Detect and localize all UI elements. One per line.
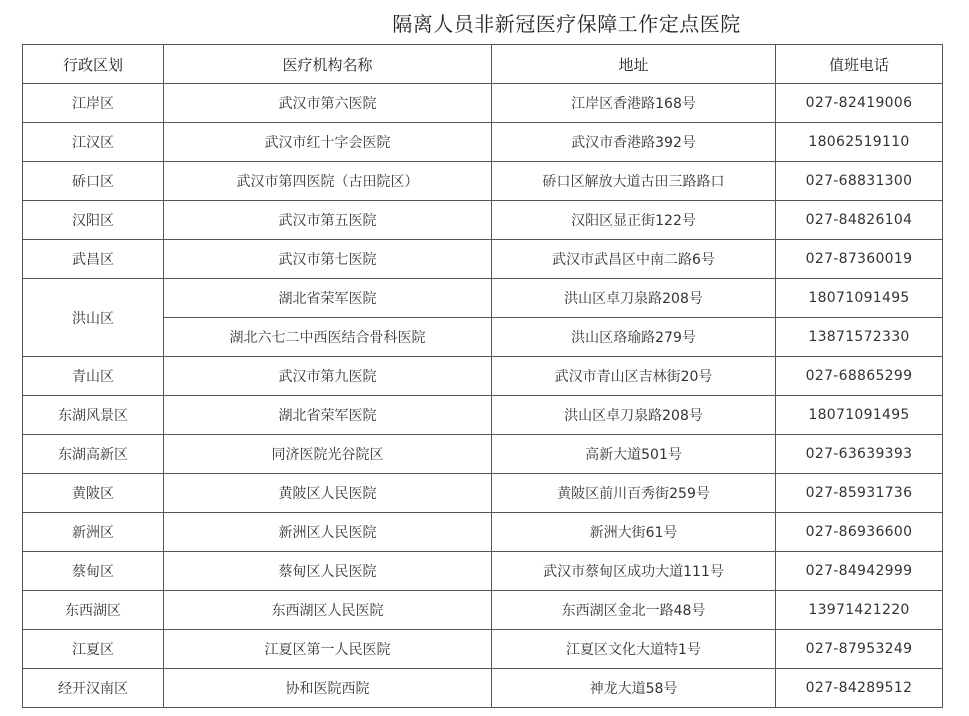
header-hospital: 医疗机构名称 — [164, 45, 492, 84]
district-cell: 汉阳区 — [23, 201, 164, 240]
table-row — [23, 84, 943, 123]
header-district: 行政区划 — [23, 45, 164, 84]
phone-cell: 18071091495 — [776, 279, 943, 318]
table-row — [23, 630, 943, 669]
district-cell: 洪山区 — [23, 279, 164, 357]
phone-cell: 18071091495 — [776, 396, 943, 435]
district-cell: 东西湖区 — [23, 591, 164, 630]
phone-cell: 027-84289512 — [776, 669, 943, 708]
district-cell: 经开汉南区 — [23, 669, 164, 708]
hospital-cell: 湖北六七二中西医结合骨科医院 — [164, 318, 492, 357]
phone-cell: 027-87360019 — [776, 240, 943, 279]
hospital-table — [22, 44, 943, 708]
page-title: 隔离人员非新冠医疗保障工作定点医院 — [392, 12, 741, 36]
hospital-cell: 东西湖区人民医院 — [164, 591, 492, 630]
address-cell: 汉阳区显正街122号 — [492, 201, 776, 240]
header-address: 地址 — [492, 45, 776, 84]
phone-cell: 027-68831300 — [776, 162, 943, 201]
address-cell: 硚口区解放大道古田三路路口 — [492, 162, 776, 201]
phone-cell: 027-68865299 — [776, 357, 943, 396]
hospital-cell: 武汉市第五医院 — [164, 201, 492, 240]
phone-cell: 13871572330 — [776, 318, 943, 357]
district-cell: 新洲区 — [23, 513, 164, 552]
phone-cell: 027-63639393 — [776, 435, 943, 474]
hospital-cell: 武汉市第七医院 — [164, 240, 492, 279]
address-cell: 神龙大道58号 — [492, 669, 776, 708]
hospital-cell: 武汉市第九医院 — [164, 357, 492, 396]
address-cell: 江夏区文化大道特1号 — [492, 630, 776, 669]
address-cell: 新洲大街61号 — [492, 513, 776, 552]
hospital-cell: 协和医院西院 — [164, 669, 492, 708]
table-row — [23, 123, 943, 162]
address-cell: 武汉市蔡甸区成功大道111号 — [492, 552, 776, 591]
address-cell: 洪山区卓刀泉路208号 — [492, 279, 776, 318]
district-cell: 东湖风景区 — [23, 396, 164, 435]
table-row — [23, 279, 943, 318]
phone-cell: 027-85931736 — [776, 474, 943, 513]
district-cell: 武昌区 — [23, 240, 164, 279]
hospital-cell: 武汉市第六医院 — [164, 84, 492, 123]
table-row — [23, 357, 943, 396]
district-cell: 江岸区 — [23, 84, 164, 123]
address-cell: 武汉市青山区吉林街20号 — [492, 357, 776, 396]
phone-cell: 027-84826104 — [776, 201, 943, 240]
phone-cell: 027-86936600 — [776, 513, 943, 552]
hospital-cell: 武汉市第四医院（古田院区） — [164, 162, 492, 201]
table-row — [23, 552, 943, 591]
district-cell: 东湖高新区 — [23, 435, 164, 474]
table-row — [23, 201, 943, 240]
table-row — [23, 162, 943, 201]
hospital-cell: 新洲区人民医院 — [164, 513, 492, 552]
phone-cell: 18062519110 — [776, 123, 943, 162]
district-cell: 黄陂区 — [23, 474, 164, 513]
phone-cell: 027-84942999 — [776, 552, 943, 591]
hospital-cell: 湖北省荣军医院 — [164, 396, 492, 435]
address-cell: 武汉市香港路392号 — [492, 123, 776, 162]
hospital-cell: 湖北省荣军医院 — [164, 279, 492, 318]
table-header-row — [23, 45, 943, 84]
hospital-cell: 同济医院光谷院区 — [164, 435, 492, 474]
hospital-cell: 江夏区第一人民医院 — [164, 630, 492, 669]
address-cell: 洪山区卓刀泉路208号 — [492, 396, 776, 435]
table-row — [23, 396, 943, 435]
district-cell: 江夏区 — [23, 630, 164, 669]
address-cell: 洪山区珞瑜路279号 — [492, 318, 776, 357]
table-row — [23, 240, 943, 279]
address-cell: 高新大道501号 — [492, 435, 776, 474]
address-cell: 黄陂区前川百秀街259号 — [492, 474, 776, 513]
table-row — [23, 669, 943, 708]
table-row — [23, 474, 943, 513]
phone-cell: 027-87953249 — [776, 630, 943, 669]
hospital-cell: 黄陂区人民医院 — [164, 474, 492, 513]
header-phone: 值班电话 — [776, 45, 943, 84]
district-cell: 青山区 — [23, 357, 164, 396]
table-row — [23, 513, 943, 552]
phone-cell: 027-82419006 — [776, 84, 943, 123]
address-cell: 江岸区香港路168号 — [492, 84, 776, 123]
district-cell: 江汉区 — [23, 123, 164, 162]
district-cell: 硚口区 — [23, 162, 164, 201]
phone-cell: 13971421220 — [776, 591, 943, 630]
table-row — [23, 435, 943, 474]
address-cell: 东西湖区金北一路48号 — [492, 591, 776, 630]
district-cell: 蔡甸区 — [23, 552, 164, 591]
hospital-cell: 武汉市红十字会医院 — [164, 123, 492, 162]
table-row — [23, 591, 943, 630]
hospital-cell: 蔡甸区人民医院 — [164, 552, 492, 591]
address-cell: 武汉市武昌区中南二路6号 — [492, 240, 776, 279]
